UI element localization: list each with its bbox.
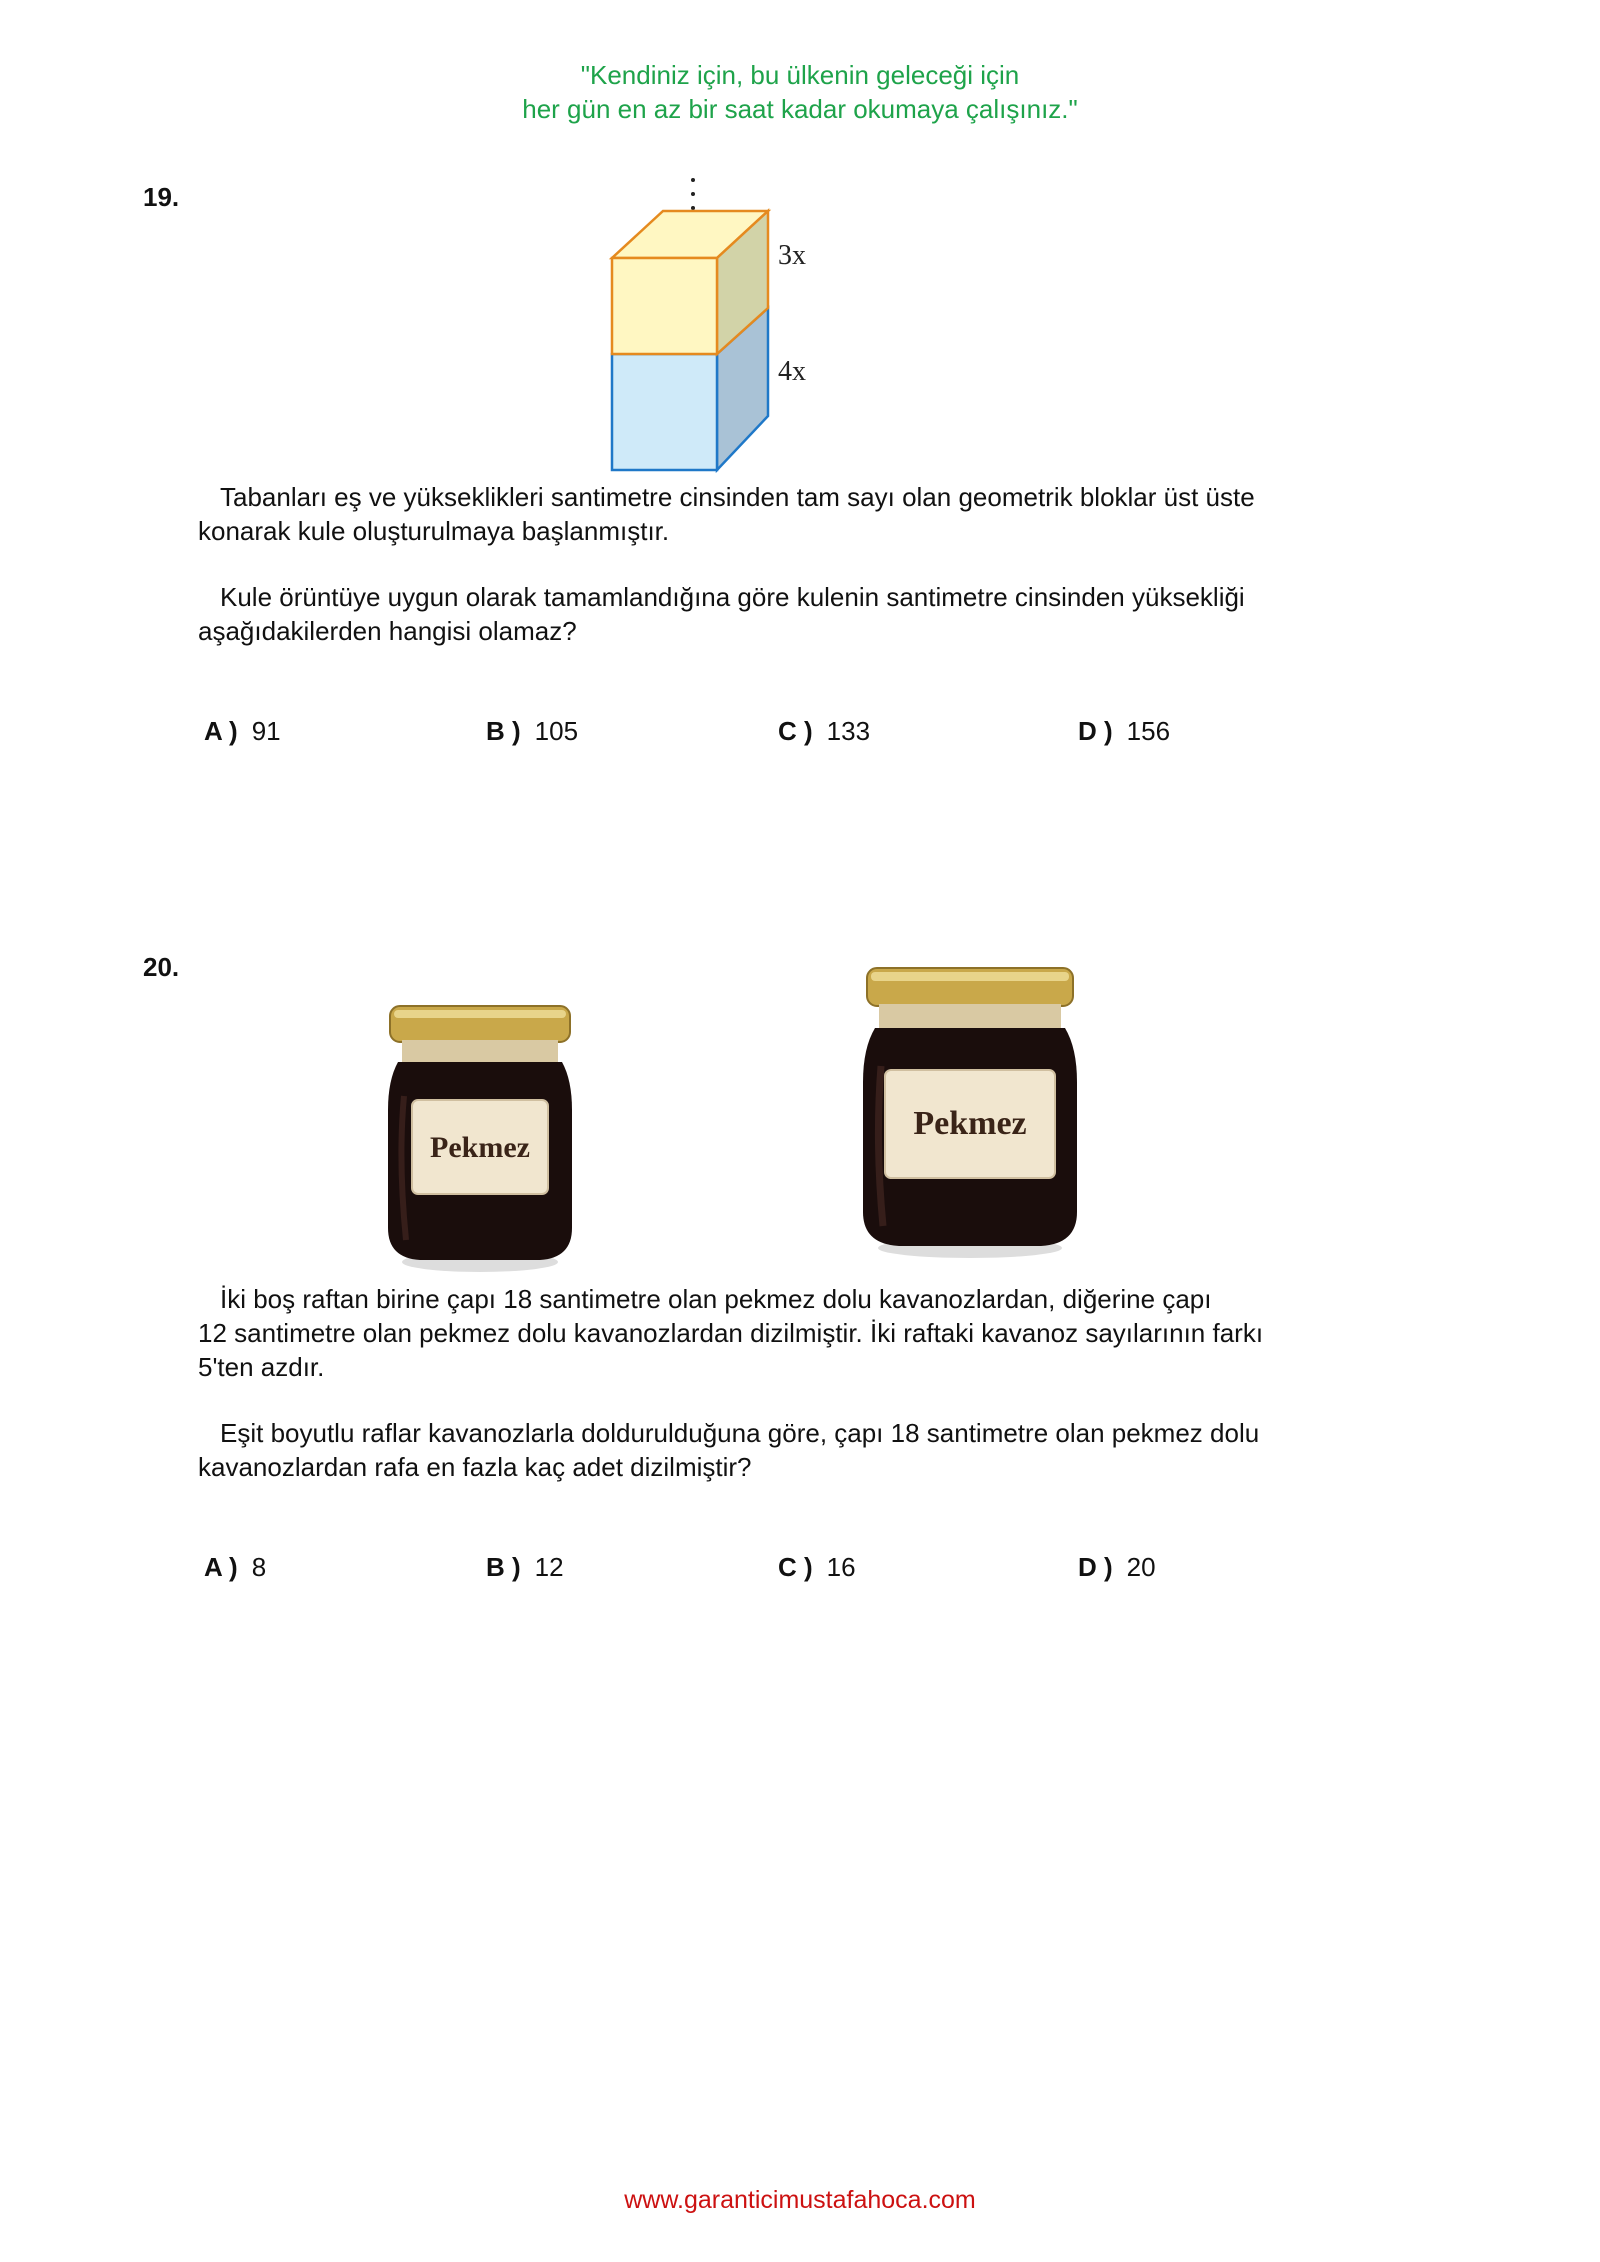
header-motto	[0, 58, 1600, 126]
q19-para1-line1: Tabanları eş ve yükseklikleri santimetre cinsinden tam sayı olan geometrik bloklar üst üste	[220, 482, 1255, 512]
top-block-front	[612, 258, 717, 354]
q20-option-c[interactable]	[778, 1552, 856, 1583]
q20-option-b[interactable]	[486, 1552, 564, 1583]
q20-para1-line3: 5'ten azdır.	[198, 1352, 325, 1382]
q20-para2-line2: kavanozlardan rafa en fazla kaç adet dizilmiştir?	[198, 1452, 752, 1482]
option-letter: C )	[778, 716, 813, 746]
option-value: 91	[251, 716, 281, 746]
continuation-dot	[691, 178, 695, 182]
q19-para2-line1: Kule örüntüye uygun olarak tamamlandığına göre kulenin santimetre cinsinden yüksekliği	[220, 582, 1245, 612]
footer-website-link[interactable]: www.garanticimustafahoca.com	[624, 2186, 976, 2214]
q20-option-a[interactable]	[204, 1552, 266, 1583]
large-pekmez-jar	[855, 962, 1085, 1262]
q19-paragraph-2	[198, 580, 1328, 648]
q19-paragraph-1	[198, 480, 1328, 548]
bottom-block-height-label: 4x	[778, 356, 806, 387]
option-letter: B )	[486, 1552, 521, 1582]
motto-line-2: her gün en az bir saat kadar okumaya çalışınız."	[522, 94, 1078, 124]
option-value: 133	[826, 716, 871, 746]
q20-paragraph-1	[198, 1282, 1328, 1384]
continuation-dot	[691, 192, 695, 196]
option-value: 20	[1126, 1552, 1156, 1582]
option-value: 8	[251, 1552, 267, 1582]
q19-option-b[interactable]	[486, 716, 578, 747]
jar-label-text: Pekmez	[430, 1131, 530, 1164]
q20-para2-line1: Eşit boyutlu raflar kavanozlarla doldurulduğuna göre, çapı 18 santimetre olan pekmez dolu	[220, 1418, 1260, 1448]
option-value: 12	[534, 1552, 564, 1582]
option-value: 105	[534, 716, 579, 746]
q19-option-d[interactable]	[1078, 716, 1170, 747]
jar-label-text: Pekmez	[913, 1105, 1027, 1142]
option-letter: C )	[778, 1552, 813, 1582]
option-value: 156	[1126, 716, 1171, 746]
option-letter: D )	[1078, 716, 1113, 746]
q20-paragraph-2	[198, 1416, 1328, 1484]
option-letter: A )	[204, 1552, 238, 1582]
q20-option-d[interactable]	[1078, 1552, 1156, 1583]
motto-line-1: "Kendiniz için, bu ülkenin geleceği için	[580, 60, 1020, 90]
continuation-dot	[691, 206, 695, 210]
q19-option-a[interactable]	[204, 716, 281, 747]
small-pekmez-jar	[380, 1000, 580, 1280]
q20-para1-line1: İki boş raftan birine çapı 18 santimetre olan pekmez dolu kavanozlardan, diğerine çapı	[220, 1284, 1212, 1314]
option-letter: D )	[1078, 1552, 1113, 1582]
top-block-height-label: 3x	[778, 240, 806, 271]
question-20-number: 20.	[143, 952, 180, 982]
jar-neck	[879, 1004, 1061, 1028]
option-letter: B )	[486, 716, 521, 746]
q19-para1-line2: konarak kule oluşturulmaya başlanmıştır.	[198, 516, 670, 546]
q20-para1-line2: 12 santimetre olan pekmez dolu kavanozlardan dizilmiştir. İki raftaki kavanoz sayılarının farkı	[198, 1318, 1264, 1348]
q19-option-c[interactable]	[778, 716, 870, 747]
bottom-block-front	[612, 354, 717, 470]
q19-para2-line2: aşağıdakilerden hangisi olamaz?	[198, 616, 577, 646]
jar-neck	[402, 1040, 558, 1062]
option-value: 16	[826, 1552, 856, 1582]
question-19-number: 19.	[143, 182, 180, 212]
option-letter: A )	[204, 716, 238, 746]
stacked-blocks-figure	[590, 168, 850, 478]
